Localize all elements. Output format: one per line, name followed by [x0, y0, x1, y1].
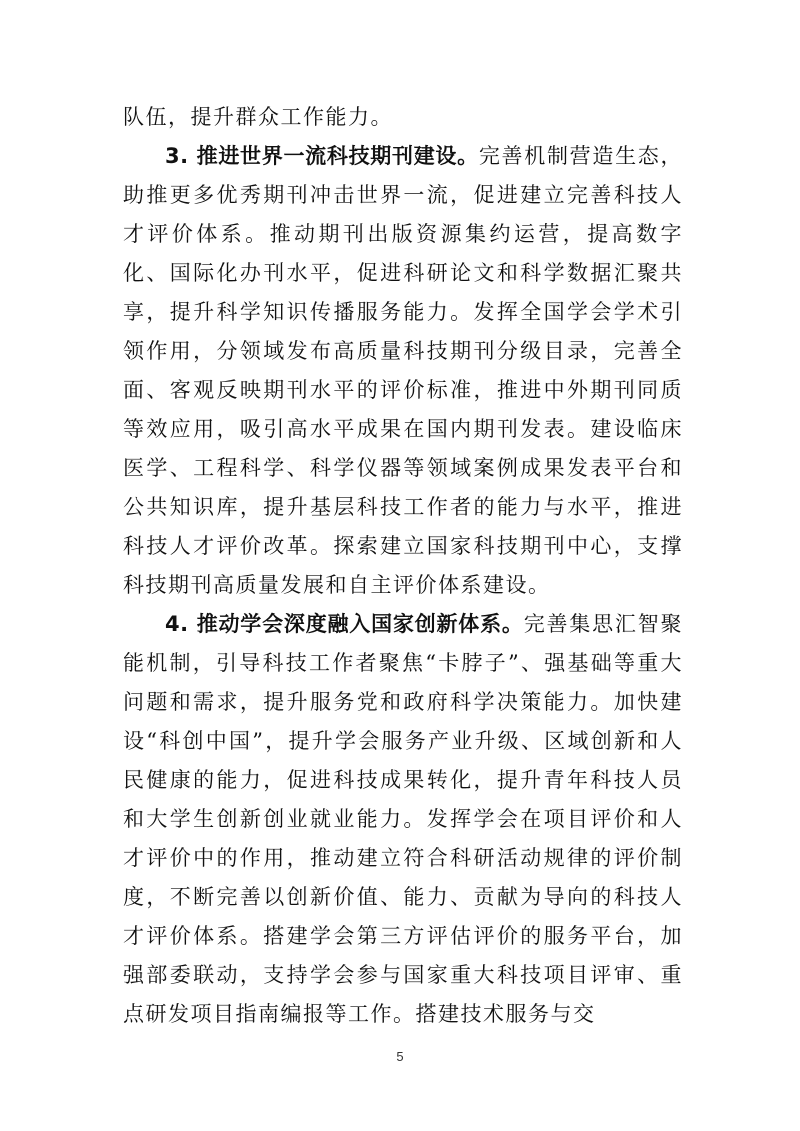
section-4-body: 完善集思汇智聚能机制，引导科技工作者聚焦“卡脖子”、强基础等重大问题和需求，提升服务党和政府科学决策能力。加快建设“科创中国”，提升学会服务产业升级、区域创新和人民健康的能力，促进科技成果转化，提升青年科技人员和大学生创新创业就业能力。发挥学会在项目评价和人才评价中的作用，推动建立符合科研活动规律的评价制度，不断完善以创新价值、能力、贡献为导向的科技人才评价体系。搭建学会第三方评估评价的服务平台，加强部委联动，支持学会参与国家重大科技项目评审、重点研发项目指南编报等工作。搭建技术服务与交: [123, 612, 684, 1026]
section-3-paragraph: [123, 137, 683, 605]
document-body: [123, 98, 683, 1034]
section-4-heading: 4. 推动学会深度融入国家创新体系。: [165, 612, 524, 636]
continuation-paragraph: [123, 98, 683, 137]
section-3-heading: 3. 推进世界一流科技期刊建设。: [165, 144, 479, 168]
section-4-paragraph: [123, 605, 683, 1034]
page-number: 5: [396, 1049, 404, 1064]
section-3-body: 完善机制营造生态，助推更多优秀期刊冲击世界一流，促进建立完善科技人才评价体系。推动期刊出版资源集约运营，提高数字化、国际化办刊水平，促进科研论文和科学数据汇聚共享，提升科学知识传播服务能力。发挥全国学会学术引领作用，分领域发布高质量科技期刊分级目录，完善全面、客观反映期刊水平的评价标准，推进中外期刊同质等效应用，吸引高水平成果在国内期刊发表。建设临床医学、工程科学、科学仪器等领域案例成果发表平台和公共知识库，提升基层科技工作者的能力与水平，推进科技人才评价改革。探索建立国家科技期刊中心，支撑科技期刊高质量发展和自主评价体系建设。: [123, 144, 683, 597]
continuation-text: 队伍，提升群众工作能力。: [123, 105, 393, 129]
